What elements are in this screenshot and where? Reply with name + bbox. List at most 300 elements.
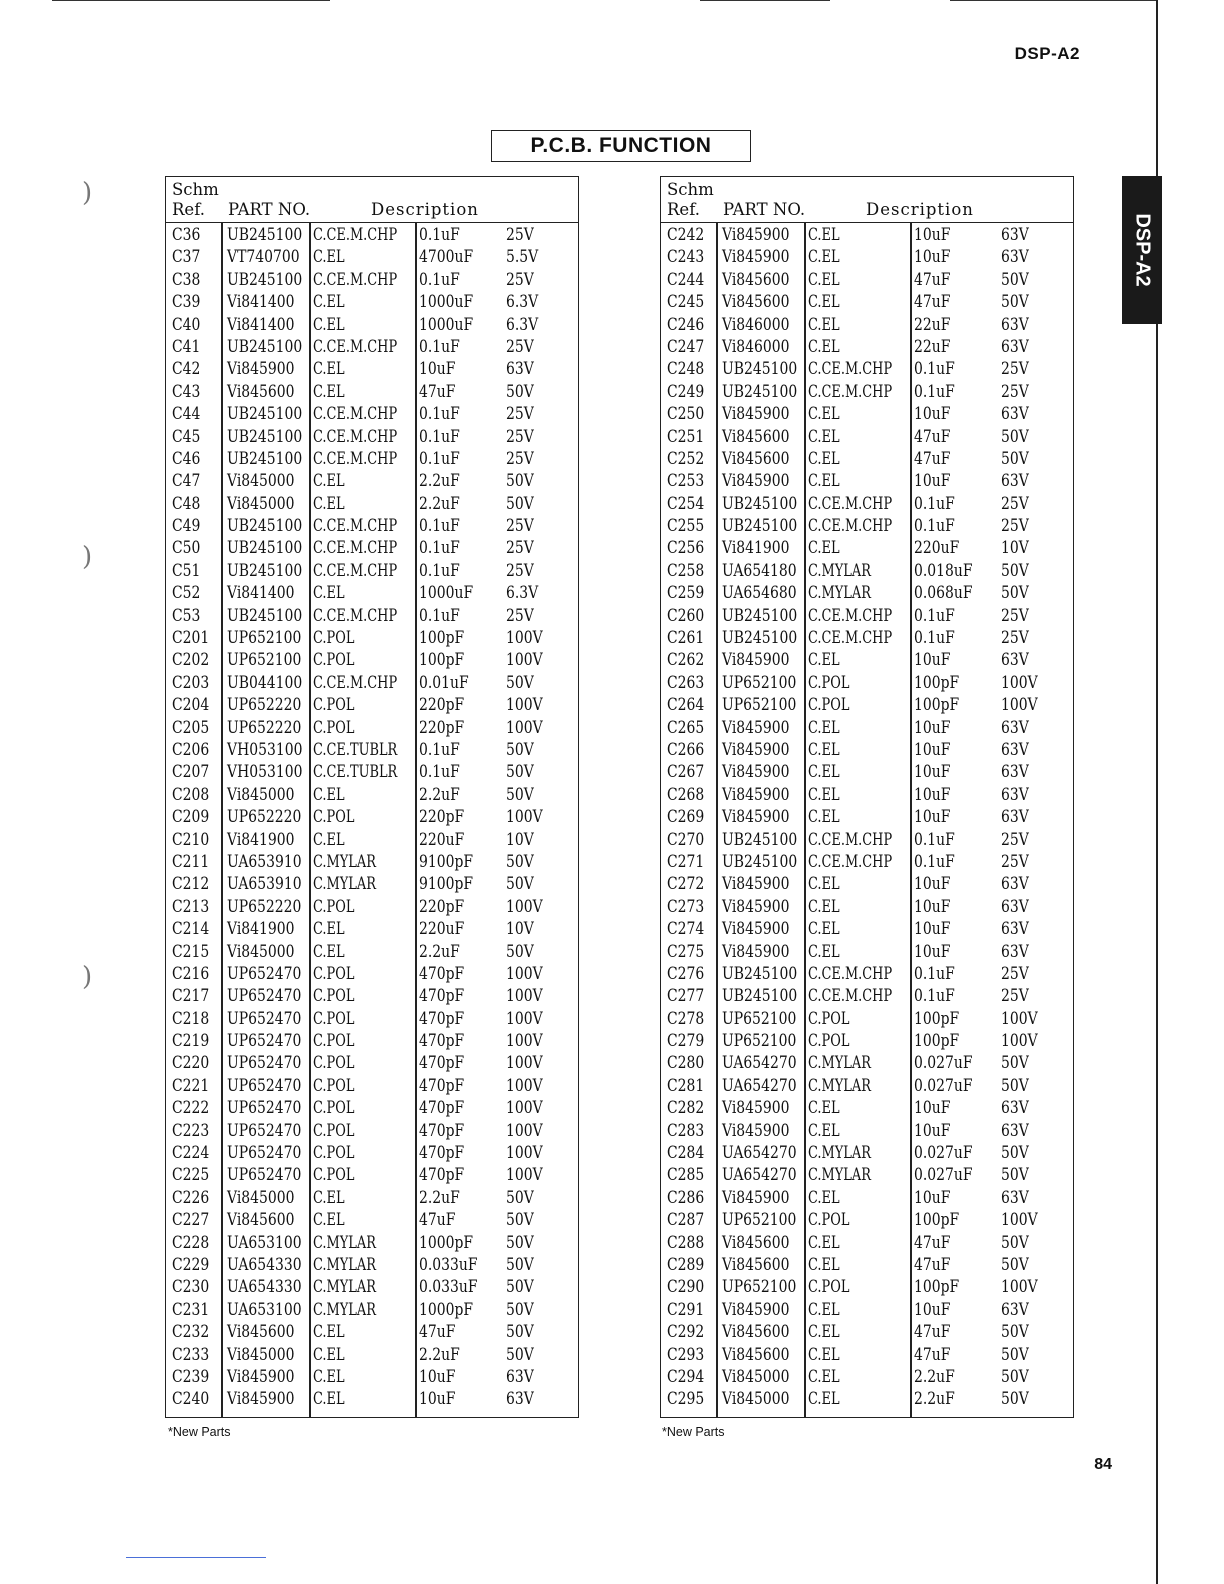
ref-cell: C288 [667,1232,705,1253]
type-cell: C.POL [313,1053,355,1074]
value-cell: 0.1uF [914,851,955,872]
part-no-cell: Vi845900 [722,896,790,917]
part-no-cell: VH053100 [227,739,303,760]
value-cell: 0.1uF [419,605,460,626]
value-cell: 0.1uF [914,493,955,514]
voltage-cell: 100V [506,896,543,917]
type-cell: C.EL [313,829,345,850]
part-no-cell: UB245100 [722,628,798,649]
part-no-cell: UB245100 [227,225,303,245]
ref-cell: C219 [172,1031,210,1052]
voltage-cell: 10V [506,829,534,850]
type-cell: C.EL [313,1366,345,1387]
table-row [166,627,578,649]
table-row [166,1299,578,1321]
voltage-cell: 50V [506,1299,534,1320]
top-rule-right [950,0,1156,1]
voltage-cell: 63V [1001,1299,1029,1320]
voltage-cell: 100V [506,1031,543,1052]
value-cell: 47uF [914,1322,951,1343]
value-cell: 470pF [419,1053,465,1074]
ref-cell: C277 [667,986,705,1007]
value-cell: 2.2uF [419,1344,460,1365]
table-row [661,761,1073,783]
value-cell: 1000uF [419,314,474,335]
voltage-cell: 50V [1001,1232,1029,1253]
voltage-cell: 50V [506,1277,534,1298]
voltage-cell: 100V [506,963,543,984]
table-row [166,873,578,895]
ref-cell: C279 [667,1031,705,1052]
part-no-cell: UB245100 [722,963,798,984]
type-cell: C.EL [313,314,345,335]
table-row [166,515,578,537]
value-cell: 470pF [419,1143,465,1164]
part-no-cell: UP652100 [227,650,302,671]
ref-cell: C214 [172,919,210,940]
ref-cell: C246 [667,314,705,335]
table-row [166,403,578,425]
value-cell: 470pF [419,963,465,984]
ref-cell: C260 [667,605,705,626]
ref-cell: C42 [172,359,201,380]
part-no-cell: UP652220 [227,807,302,828]
value-cell: 0.1uF [419,762,460,783]
voltage-cell: 63V [506,1366,534,1387]
value-cell: 470pF [419,1008,465,1029]
table-row [661,918,1073,940]
ref-cell: C293 [667,1344,705,1365]
ref-cell: C206 [172,739,210,760]
value-cell: 1000uF [419,292,474,313]
table-row [166,1254,578,1276]
value-cell: 4700uF [419,247,474,268]
table-row [166,448,578,470]
table-row [166,1209,578,1231]
voltage-cell: 25V [506,404,534,425]
ref-cell: C216 [172,963,210,984]
type-cell: C.MYLAR [313,851,376,872]
table-row [661,896,1073,918]
value-cell: 2.2uF [419,1187,460,1208]
value-cell: 10uF [914,404,951,425]
value-cell: 1000pF [419,1232,474,1253]
part-no-cell: UP652470 [227,1008,302,1029]
table-row [661,426,1073,448]
table-row [166,918,578,940]
value-cell: 0.027uF [914,1165,973,1186]
value-cell: 100pF [419,650,465,671]
ref-cell: C222 [172,1098,210,1119]
part-no-cell: Vi845900 [722,404,790,425]
header-ref: Ref. [667,200,700,219]
table-row [166,381,578,403]
value-cell: 220uF [914,538,960,559]
voltage-cell: 50V [506,851,534,872]
table-row [166,672,578,694]
type-cell: C.POL [313,717,355,738]
table-row [661,605,1073,627]
ref-cell: C46 [172,448,201,469]
table-body [166,224,578,1411]
voltage-cell: 5.5V [506,247,539,268]
type-cell: C.POL [808,1210,850,1231]
type-cell: C.EL [313,493,345,514]
part-no-cell: Vi845000 [227,1187,295,1208]
type-cell: C.POL [313,650,355,671]
voltage-cell: 63V [1001,784,1029,805]
ref-cell: C284 [667,1143,705,1164]
voltage-cell: 25V [1001,829,1029,850]
value-cell: 10uF [914,874,951,895]
part-no-cell: UB245100 [722,493,798,514]
ref-cell: C278 [667,1008,705,1029]
table-row [166,336,578,358]
part-no-cell: UA654270 [722,1143,797,1164]
value-cell: 0.1uF [419,516,460,537]
voltage-cell: 6.3V [506,583,539,604]
part-no-cell: VH053100 [227,762,303,783]
type-cell: C.CE.M.CHP [808,359,893,380]
ref-cell: C211 [172,851,210,872]
ref-cell: C239 [172,1366,210,1387]
table-row [661,694,1073,716]
type-cell: C.EL [313,1344,345,1365]
part-no-cell: Vi845900 [722,1299,790,1320]
part-no-cell: UP652470 [227,1143,302,1164]
table-row [166,963,578,985]
voltage-cell: 50V [1001,1344,1029,1365]
part-no-cell: Vi845000 [227,941,295,962]
ref-cell: C244 [667,269,705,290]
part-no-cell: Vi845000 [722,1366,790,1387]
type-cell: C.CE.M.CHP [313,516,398,537]
ref-cell: C268 [667,784,705,805]
ref-cell: C203 [172,672,210,693]
voltage-cell: 100V [1001,695,1038,716]
voltage-cell: 50V [506,1232,534,1253]
table-row [661,269,1073,291]
part-no-cell: UP652100 [722,1031,797,1052]
voltage-cell: 100V [506,807,543,828]
voltage-cell: 50V [506,874,534,895]
table-row [166,1142,578,1164]
value-cell: 0.027uF [914,1143,973,1164]
ref-cell: C273 [667,896,705,917]
type-cell: C.EL [808,426,840,447]
ref-cell: C229 [172,1254,210,1275]
ref-cell: C210 [172,829,210,850]
binding-hole-mark: ) [82,542,93,572]
part-no-cell: VT740700 [227,247,300,268]
ref-cell: C285 [667,1165,705,1186]
value-cell: 100pF [914,1008,960,1029]
ref-cell: C47 [172,471,201,492]
value-cell: 100pF [914,672,960,693]
ref-cell: C36 [172,225,201,245]
type-cell: C.EL [808,269,840,290]
value-cell: 0.027uF [914,1053,973,1074]
ref-cell: C226 [172,1187,210,1208]
voltage-cell: 25V [1001,359,1029,380]
ref-cell: C52 [172,583,201,604]
ref-cell: C242 [667,225,705,245]
type-cell: C.EL [313,471,345,492]
ref-cell: C225 [172,1165,210,1186]
ref-cell: C289 [667,1254,705,1275]
voltage-cell: 50V [506,672,534,693]
type-cell: C.EL [313,1389,345,1410]
ref-cell: C251 [667,426,705,447]
table-row [166,761,578,783]
value-cell: 10uF [914,1187,951,1208]
ref-cell: C243 [667,247,705,268]
voltage-cell: 63V [1001,1120,1029,1141]
table-row [166,426,578,448]
voltage-cell: 63V [1001,874,1029,895]
type-cell: C.CE.M.CHP [313,426,398,447]
side-tab-label: DSP-A2 [1131,213,1154,287]
voltage-cell: 100V [1001,1210,1038,1231]
value-cell: 2.2uF [914,1389,955,1410]
voltage-cell: 100V [506,1120,543,1141]
value-cell: 470pF [419,1075,465,1096]
ref-cell: C221 [172,1075,210,1096]
table-row [661,1276,1073,1298]
value-cell: 47uF [914,292,951,313]
type-cell: C.EL [313,784,345,805]
voltage-cell: 63V [1001,650,1029,671]
table-row [661,649,1073,671]
part-no-cell: UA654270 [722,1165,797,1186]
ref-cell: C202 [172,650,210,671]
part-no-cell: UB245100 [722,605,798,626]
header-schm: Schm [667,180,714,199]
table-row [661,739,1073,761]
ref-cell: C295 [667,1389,705,1410]
value-cell: 47uF [914,1232,951,1253]
type-cell: C.POL [313,1165,355,1186]
part-no-cell: Vi845600 [722,292,790,313]
header-description: Description [371,200,479,219]
value-cell: 47uF [914,426,951,447]
type-cell: C.POL [808,1008,850,1029]
table-row [166,224,578,246]
ref-cell: C201 [172,628,210,649]
part-no-cell: Vi841900 [227,829,295,850]
voltage-cell: 50V [506,381,534,402]
type-cell: C.CE.M.CHP [808,381,893,402]
part-no-cell: UB245100 [722,381,798,402]
voltage-cell: 25V [1001,628,1029,649]
voltage-cell: 50V [506,1254,534,1275]
value-cell: 10uF [914,247,951,268]
type-cell: C.MYLAR [808,1165,871,1186]
part-no-cell: Vi845600 [227,1210,295,1231]
table-row [661,1164,1073,1186]
part-no-cell: UB245100 [227,336,303,357]
voltage-cell: 50V [1001,583,1029,604]
type-cell: C.CE.M.CHP [313,605,398,626]
voltage-cell: 100V [506,1075,543,1096]
voltage-cell: 63V [1001,471,1029,492]
type-cell: C.EL [808,225,840,245]
ref-cell: C223 [172,1120,210,1141]
table-row [166,1232,578,1254]
part-no-cell: Vi841400 [227,314,295,335]
voltage-cell: 50V [506,739,534,760]
part-no-cell: Vi845900 [722,1187,790,1208]
value-cell: 470pF [419,1031,465,1052]
value-cell: 220pF [419,717,465,738]
top-rule-mid [700,0,830,1]
value-cell: 47uF [914,1344,951,1365]
part-no-cell: Vi845000 [227,784,295,805]
voltage-cell: 50V [506,1344,534,1365]
ref-cell: C276 [667,963,705,984]
ref-cell: C262 [667,650,705,671]
table-row [166,246,578,268]
value-cell: 22uF [914,314,951,335]
type-cell: C.MYLAR [313,874,376,895]
ref-cell: C40 [172,314,201,335]
value-cell: 0.027uF [914,1075,973,1096]
ref-cell: C228 [172,1232,210,1253]
ref-cell: C213 [172,896,210,917]
value-cell: 9100pF [419,851,474,872]
part-no-cell: Vi845900 [722,762,790,783]
type-cell: C.POL [808,672,850,693]
table-row [661,829,1073,851]
table-row [661,963,1073,985]
part-no-cell: Vi846000 [722,336,790,357]
type-cell: C.POL [313,1031,355,1052]
value-cell: 1000uF [419,583,474,604]
table-row [166,1344,578,1366]
ref-cell: C240 [172,1389,210,1410]
table-row [166,1164,578,1186]
table-row [166,1388,578,1410]
ref-cell: C231 [172,1299,210,1320]
voltage-cell: 25V [1001,986,1029,1007]
table-row [166,694,578,716]
value-cell: 220uF [419,829,465,850]
part-no-cell: Vi841900 [227,919,295,940]
table-row [166,1276,578,1298]
ref-cell: C269 [667,807,705,828]
part-no-cell: Vi845000 [722,1389,790,1410]
ref-cell: C248 [667,359,705,380]
table-row [166,291,578,313]
table-row [166,784,578,806]
table-row [166,582,578,604]
voltage-cell: 25V [506,605,534,626]
type-cell: C.EL [313,292,345,313]
part-no-cell: Vi845900 [722,1098,790,1119]
table-row [166,649,578,671]
value-cell: 0.1uF [419,426,460,447]
part-no-cell: UB245100 [227,426,303,447]
part-no-cell: Vi845900 [722,650,790,671]
part-no-cell: UP652220 [227,717,302,738]
type-cell: C.EL [313,1187,345,1208]
ref-cell: C224 [172,1143,210,1164]
table-row [661,1299,1073,1321]
type-cell: C.CE.M.CHP [808,605,893,626]
ref-cell: C218 [172,1008,210,1029]
part-no-cell: UB245100 [227,404,303,425]
part-no-cell: Vi845900 [227,359,295,380]
voltage-cell: 25V [1001,516,1029,537]
value-cell: 10uF [914,919,951,940]
voltage-cell: 63V [1001,941,1029,962]
ref-cell: C245 [667,292,705,313]
type-cell: C.EL [808,650,840,671]
type-cell: C.EL [808,1389,840,1410]
voltage-cell: 6.3V [506,314,539,335]
type-cell: C.EL [808,1254,840,1275]
type-cell: C.POL [808,695,850,716]
voltage-cell: 50V [506,1187,534,1208]
value-cell: 0.1uF [914,829,955,850]
voltage-cell: 50V [506,762,534,783]
type-cell: C.EL [808,1187,840,1208]
voltage-cell: 50V [1001,292,1029,313]
type-cell: C.CE.M.CHP [313,560,398,581]
ref-cell: C256 [667,538,705,559]
table-row [661,224,1073,246]
value-cell: 100pF [914,695,960,716]
type-cell: C.POL [313,628,355,649]
voltage-cell: 63V [506,359,534,380]
table-row [661,873,1073,895]
table-row [661,627,1073,649]
voltage-cell: 50V [1001,1389,1029,1410]
voltage-cell: 100V [1001,1277,1038,1298]
part-no-cell: UP652470 [227,1165,302,1186]
voltage-cell: 25V [506,336,534,357]
part-no-cell: UP652100 [227,628,302,649]
voltage-cell: 25V [506,225,534,245]
part-no-cell: UA654270 [722,1053,797,1074]
side-tab [1122,176,1162,324]
part-no-cell: UB245100 [227,605,303,626]
part-no-cell: Vi845900 [722,717,790,738]
table-row [661,314,1073,336]
part-no-cell: UA653910 [227,851,302,872]
value-cell: 2.2uF [419,941,460,962]
table-row [661,246,1073,268]
table-row [661,806,1073,828]
type-cell: C.POL [313,896,355,917]
part-no-cell: UA653100 [227,1232,302,1253]
value-cell: 10uF [914,784,951,805]
table-row [166,560,578,582]
table-header [661,177,1073,223]
parts-table-right [660,176,1074,1418]
value-cell: 0.033uF [419,1254,478,1275]
ref-cell: C207 [172,762,210,783]
part-no-cell: UP652470 [227,963,302,984]
ref-cell: C267 [667,762,705,783]
table-row [661,582,1073,604]
bottom-rule [126,1557,266,1558]
table-row [166,941,578,963]
part-no-cell: UA653910 [227,874,302,895]
value-cell: 10uF [914,1299,951,1320]
type-cell: C.POL [313,695,355,716]
value-cell: 470pF [419,1098,465,1119]
